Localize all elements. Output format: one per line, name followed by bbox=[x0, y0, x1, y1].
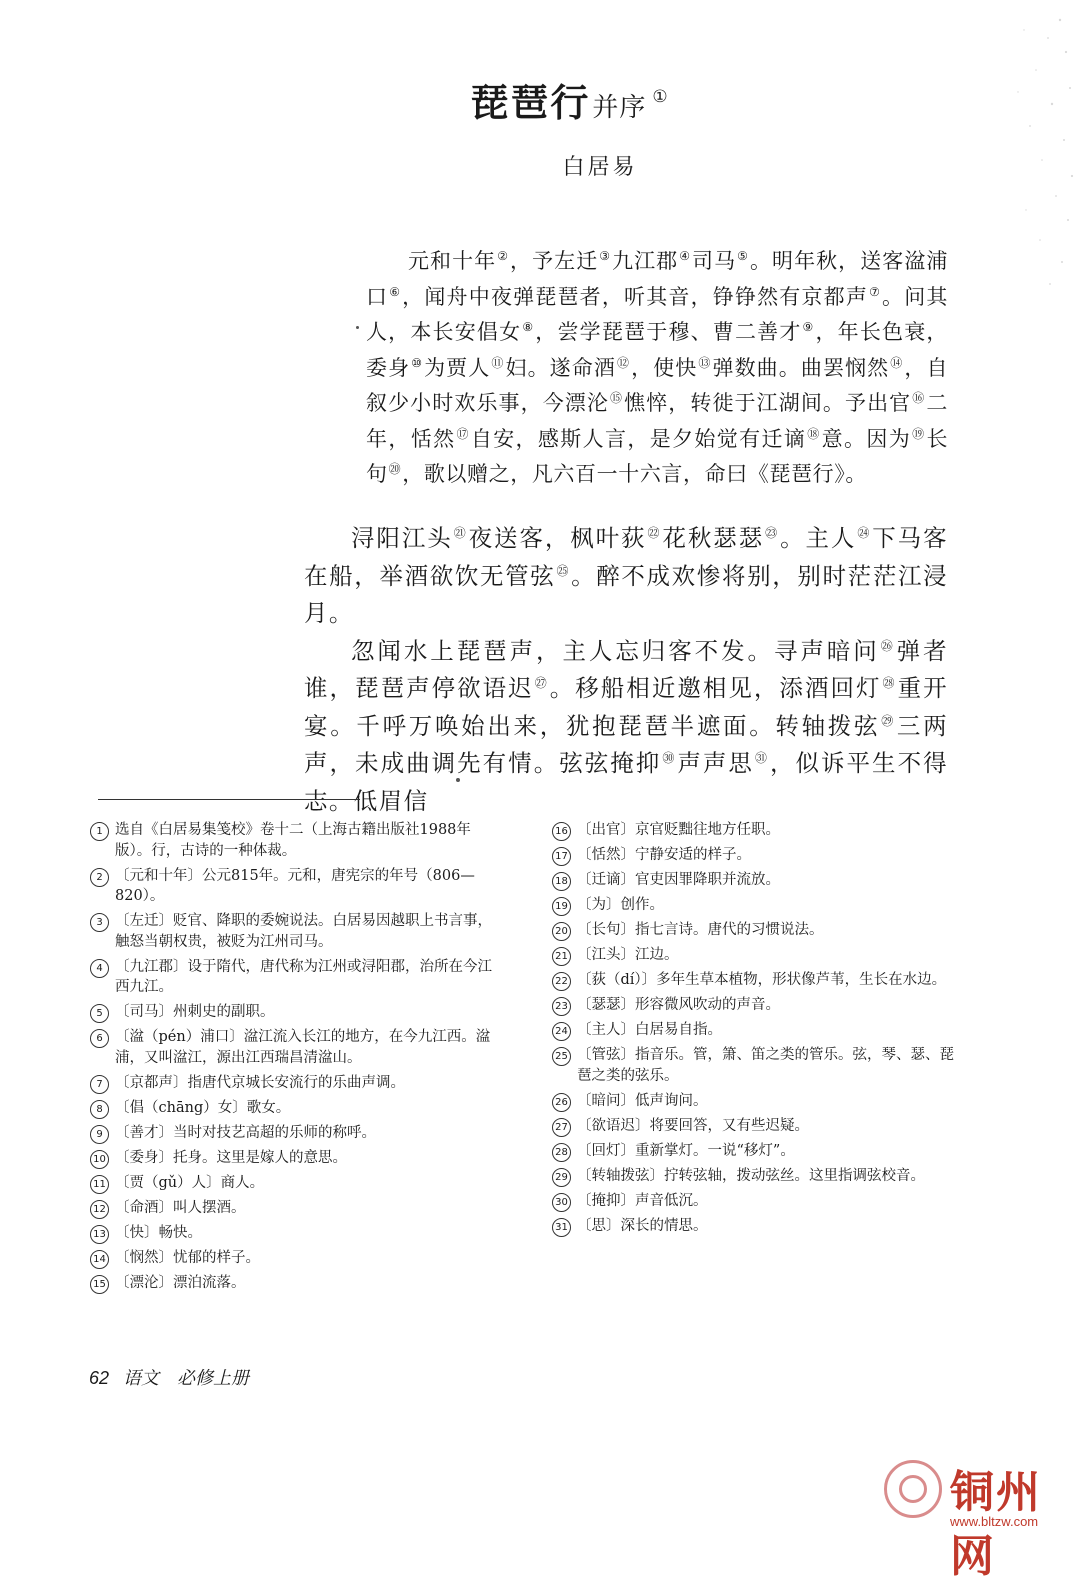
note-marker: ⑰ bbox=[456, 426, 470, 441]
note-marker: ⑭ bbox=[890, 355, 904, 370]
watermark-url: www.bltzw.com bbox=[950, 1514, 1039, 1529]
footnote-text: 〔恬然〕宁静安适的样子。 bbox=[577, 847, 751, 863]
footnote-item bbox=[552, 920, 956, 941]
footnote-number: 30 bbox=[552, 1193, 571, 1212]
footnote-number: 6 bbox=[90, 1029, 109, 1048]
text-run: 元和十年 bbox=[408, 249, 497, 273]
footnote-item bbox=[552, 845, 956, 866]
footnote-text: 〔瑟瑟〕形容微风吹动的声音。 bbox=[577, 997, 780, 1013]
text-run: 花秋瑟瑟 bbox=[662, 524, 765, 552]
footnote-item bbox=[90, 1173, 495, 1194]
footnote-item bbox=[90, 911, 495, 952]
footnote-item bbox=[552, 1216, 956, 1237]
footnote-item bbox=[552, 1191, 956, 1212]
footnote-item bbox=[552, 870, 956, 891]
footnote-item bbox=[552, 895, 956, 916]
footnote-number: 12 bbox=[90, 1200, 109, 1219]
text-run: 下马客在船，举酒欲饮无管弦 bbox=[304, 524, 949, 590]
note-marker: ㉚ bbox=[662, 751, 677, 766]
page-footer bbox=[89, 1364, 249, 1390]
text-run: 弹数曲。曲罢悯然 bbox=[712, 355, 890, 380]
footnote-number: 4 bbox=[90, 959, 109, 978]
text-run: 二年，恬然 bbox=[366, 391, 948, 451]
footnote-number: 28 bbox=[552, 1143, 571, 1162]
note-marker: ⑳ bbox=[388, 462, 402, 476]
footnote-text: 〔欲语迟〕将要回答，又有些迟疑。 bbox=[577, 1117, 809, 1134]
footnote-number: 27 bbox=[552, 1118, 571, 1137]
footnote-number: 26 bbox=[552, 1093, 571, 1112]
note-marker: ⑮ bbox=[610, 391, 624, 405]
text-run: 。明年秋，送客湓浦口 bbox=[366, 249, 948, 309]
footnote-item bbox=[90, 1198, 495, 1219]
note-marker: ⑤ bbox=[737, 249, 749, 263]
footnote-item bbox=[552, 1166, 956, 1187]
footnote-number: 21 bbox=[552, 947, 571, 966]
footnote-text: 〔掩抑〕声音低沉。 bbox=[577, 1192, 708, 1209]
footnote-text: 〔善才〕当时对技艺高超的乐师的称呼。 bbox=[115, 1124, 376, 1141]
page-number: 62 bbox=[89, 1368, 110, 1388]
footnote-text: 〔左迁〕贬官、降职的委婉说法。白居易因越职上书言事，触怒当朝权贵，被贬为江州司马。 bbox=[115, 913, 492, 950]
footnote-item bbox=[90, 1273, 495, 1294]
seal-icon bbox=[884, 1460, 942, 1518]
footnote-item bbox=[90, 1027, 495, 1068]
note-marker: ㉖ bbox=[880, 638, 896, 653]
footnote-number: 16 bbox=[552, 822, 571, 841]
footnote-number: 1 bbox=[90, 822, 109, 841]
text-run: 憔悴，转徙于江湖间。予出官 bbox=[624, 391, 912, 415]
footnote-item bbox=[552, 1091, 956, 1112]
footnote-text: 选自《白居易集笺校》卷十二（上海古籍出版社1988年版）。行，古诗的一种体裁。 bbox=[115, 822, 471, 859]
text-run: 声声思 bbox=[677, 749, 754, 777]
footnote-number: 23 bbox=[552, 997, 571, 1016]
note-marker: ㉙ bbox=[881, 713, 896, 728]
footnote-text: 〔悯然〕忧郁的样子。 bbox=[115, 1249, 260, 1266]
footnote-item bbox=[552, 1116, 956, 1137]
footnote-text: 〔主人〕白居易自指。 bbox=[577, 1022, 722, 1038]
note-marker: ⑧ bbox=[522, 320, 535, 334]
footnote-item bbox=[552, 1045, 956, 1086]
note-marker: ③ bbox=[599, 249, 612, 263]
footnote-item bbox=[90, 1123, 495, 1144]
text-run: 。主人 bbox=[780, 524, 857, 552]
footnote-item bbox=[552, 1141, 956, 1162]
note-marker: ㉓ bbox=[765, 526, 780, 541]
note-marker: ⑲ bbox=[912, 426, 926, 441]
footnotes-right bbox=[552, 820, 956, 1241]
footnote-item bbox=[90, 957, 495, 998]
note-marker: ㉕ bbox=[556, 563, 571, 578]
footnote-number: 11 bbox=[90, 1175, 109, 1194]
note-marker: ⑨ bbox=[802, 320, 815, 334]
author: 白居易 bbox=[562, 155, 638, 180]
text-run: ，似诉平生不得志。低眉信 bbox=[304, 749, 949, 815]
footnote-text: 〔命酒〕叫人摆酒。 bbox=[115, 1199, 246, 1216]
text-run: 为贾人 bbox=[424, 355, 491, 380]
footnote-divider bbox=[98, 799, 360, 800]
footnote-text: 〔长句〕指七言诗。唐代的习惯说法。 bbox=[577, 922, 824, 938]
footnote-item bbox=[90, 1073, 495, 1094]
note-marker: ④ bbox=[679, 249, 692, 263]
preface-paragraph bbox=[366, 244, 948, 493]
preface bbox=[366, 244, 948, 493]
text-run: 忽闻水上琵琶声，主人忘归客不发。寻声暗问 bbox=[351, 636, 880, 665]
note-marker: ② bbox=[497, 249, 510, 263]
footnote-item bbox=[552, 820, 956, 841]
text-run: ，尝学琵琶于穆、曹二善才 bbox=[535, 320, 802, 344]
footnote-number: 2 bbox=[90, 868, 109, 887]
footnote-text: 〔江头〕江边。 bbox=[577, 947, 679, 963]
footnotes-left bbox=[90, 820, 495, 1298]
footnote-item bbox=[90, 1148, 495, 1169]
text-run: ，自叙少小时欢乐事，今漂沦 bbox=[366, 355, 949, 415]
scan-speck bbox=[456, 778, 460, 782]
footnote-text: 〔九江郡〕设于隋代，唐代称为江州或浔阳郡，治所在今江西九江。 bbox=[115, 958, 492, 995]
text-run: 司马 bbox=[692, 249, 737, 273]
footnote-text: 〔京都声〕指唐代京城长安流行的乐曲声调。 bbox=[115, 1074, 405, 1091]
note-marker: ㉒ bbox=[647, 526, 662, 541]
footnote-item bbox=[552, 945, 956, 966]
footnote-text: 〔为〕创作。 bbox=[577, 897, 664, 913]
footnote-item bbox=[90, 1002, 495, 1023]
footnote-number: 13 bbox=[90, 1225, 109, 1244]
footnote-number: 24 bbox=[552, 1022, 571, 1041]
footnote-number: 25 bbox=[552, 1047, 571, 1066]
note-marker: ㉛ bbox=[754, 751, 769, 766]
footnote-number: 31 bbox=[552, 1218, 571, 1237]
title-suffix: 并序 bbox=[592, 93, 647, 123]
note-marker: ㉘ bbox=[882, 676, 897, 691]
note-marker: ㉔ bbox=[857, 526, 872, 541]
note-marker: ⑪ bbox=[491, 355, 505, 370]
poem-paragraph bbox=[304, 520, 948, 633]
footnote-text: 〔出官〕京官贬黜往地方任职。 bbox=[577, 822, 780, 838]
note-marker: ⑬ bbox=[698, 355, 712, 370]
note-marker: ⑫ bbox=[616, 355, 631, 370]
text-run: 。问其人，本长安倡女 bbox=[366, 284, 948, 344]
footnote-number: 17 bbox=[552, 847, 571, 866]
footnote-text: 〔思〕深长的情思。 bbox=[577, 1217, 708, 1234]
footnote-item bbox=[90, 820, 495, 861]
footnote-item bbox=[552, 1020, 956, 1041]
footnote-number: 18 bbox=[552, 872, 571, 891]
footnote-item bbox=[90, 1248, 495, 1269]
text-run: ，闻舟中夜弹琵琶者，听其音，铮铮然有京都声 bbox=[402, 284, 869, 309]
footnote-text: 〔湓（pén）浦口〕湓江流入长江的地方，在今九江西。湓浦，又叫湓江，源出江西瑞昌清湓山。 bbox=[115, 1029, 491, 1066]
footnote-number: 7 bbox=[90, 1075, 109, 1094]
title-note-marker: ① bbox=[652, 87, 670, 108]
text-run: 长句 bbox=[366, 426, 949, 486]
text-run: 弹者谁，琵琶声停欲语迟 bbox=[304, 636, 948, 702]
footnote-number: 9 bbox=[90, 1125, 109, 1144]
footnote-number: 3 bbox=[90, 913, 109, 932]
footnote-number: 20 bbox=[552, 922, 571, 941]
title-main: 琵琶行 bbox=[470, 80, 591, 125]
text-run: ，予左迁 bbox=[510, 249, 599, 273]
footnote-text: 〔倡（chāng）女〕歌女。 bbox=[115, 1099, 291, 1116]
poem-body bbox=[304, 520, 948, 820]
footnote-number: 5 bbox=[90, 1004, 109, 1023]
footnote-item bbox=[90, 1223, 495, 1244]
footnote-text: 〔暗问〕低声询问。 bbox=[577, 1092, 708, 1109]
footnote-text: 〔迁谪〕官吏因罪降职并流放。 bbox=[577, 872, 780, 888]
text-run: 夜送客，枫叶荻 bbox=[468, 524, 647, 552]
footnote-text: 〔转轴拨弦〕拧转弦轴，拨动弦丝。这里指调弦校音。 bbox=[577, 1167, 925, 1184]
title-block bbox=[0, 72, 1080, 127]
footnote-text: 〔元和十年〕公元815年。元和，唐宪宗的年号（806—820）。 bbox=[115, 867, 475, 904]
note-marker: ㉑ bbox=[453, 526, 468, 541]
footnote-text: 〔委身〕托身。这里是嫁人的意思。 bbox=[115, 1149, 347, 1166]
text-run: 妇。遂命酒 bbox=[505, 355, 616, 380]
text-run: ，歌以赠之，凡六百一十六言，命曰《琵琶行》。 bbox=[402, 462, 867, 486]
footnote-item bbox=[90, 866, 495, 907]
footnote-text: 〔管弦〕指音乐。管，箫、笛之类的管乐。弦，琴、瑟、琵琶之类的弦乐。 bbox=[577, 1047, 954, 1084]
footnote-number: 15 bbox=[90, 1275, 109, 1294]
footnote-text: 〔漂沦〕漂泊流落。 bbox=[115, 1274, 246, 1291]
footnote-text: 〔荻（dí）〕多年生草本植物，形状像芦苇，生长在水边。 bbox=[577, 972, 947, 988]
text-run: ，年长色衰，委身 bbox=[366, 320, 949, 380]
scan-speck bbox=[356, 326, 359, 329]
text-run: 浔阳江头 bbox=[351, 524, 453, 552]
text-run: 重开宴。千呼万唤始出来，犹抱琵琶半遮面。转轴拨弦 bbox=[304, 674, 948, 740]
note-marker: ⑱ bbox=[807, 426, 821, 441]
footnote-text: 〔快〕畅快。 bbox=[115, 1224, 202, 1241]
note-marker: ⑦ bbox=[869, 284, 882, 299]
footnote-number: 14 bbox=[90, 1250, 109, 1269]
book-title: 语文 必修上册 bbox=[123, 1368, 250, 1389]
footnote-item bbox=[90, 1098, 495, 1119]
text-run: 三两声，未成曲调先有情。弦弦掩抑 bbox=[304, 711, 948, 777]
footnote-item bbox=[552, 970, 956, 991]
note-marker: ⑥ bbox=[389, 284, 402, 299]
footnote-number: 29 bbox=[552, 1168, 571, 1187]
watermark-logo bbox=[884, 1452, 1064, 1582]
note-marker: ㉗ bbox=[534, 676, 549, 691]
text-run: 九江郡 bbox=[612, 249, 679, 273]
poem-paragraph bbox=[304, 633, 948, 821]
text-run: 。移船相近邀相见，添酒回灯 bbox=[549, 674, 882, 702]
footnote-item bbox=[552, 995, 956, 1016]
text-run: ，使快 bbox=[631, 355, 698, 380]
text-run: 意。因为 bbox=[821, 426, 912, 451]
page-title bbox=[470, 80, 669, 125]
watermark-name: 铜州网 bbox=[950, 1467, 1042, 1582]
footnote-text: 〔贾（gǔ）人〕商人。 bbox=[115, 1174, 265, 1191]
footnote-text: 〔回灯〕重新掌灯。一说“移灯”。 bbox=[577, 1142, 795, 1159]
footnote-number: 10 bbox=[90, 1150, 109, 1169]
footnote-number: 19 bbox=[552, 897, 571, 916]
footnote-number: 8 bbox=[90, 1100, 109, 1119]
footnote-text: 〔司马〕州刺史的副职。 bbox=[115, 1004, 275, 1020]
note-marker: ⑯ bbox=[912, 391, 926, 405]
footnote-number: 22 bbox=[552, 972, 571, 991]
note-marker: ⑩ bbox=[411, 355, 424, 370]
text-run: 。醉不成欢惨将别，别时茫茫江浸月。 bbox=[304, 561, 949, 627]
text-run: 自安，感斯人言，是夕始觉有迁谪 bbox=[470, 426, 807, 451]
